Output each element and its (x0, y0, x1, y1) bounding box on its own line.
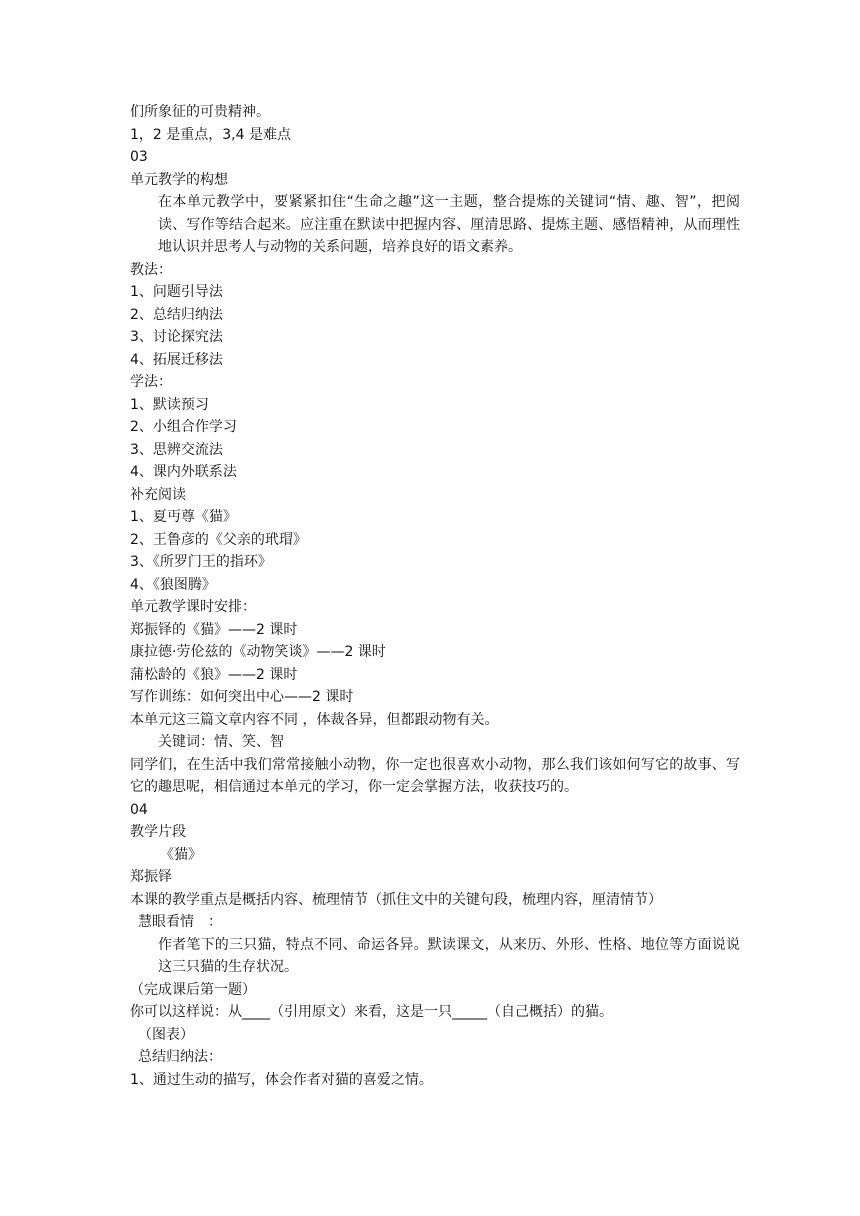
document-page (130, 101, 740, 1091)
list-heading: 教法： (130, 261, 172, 278)
list-item: 1、夏丏尊《猫》 (130, 509, 237, 525)
list-heading: 学法： (130, 374, 172, 390)
list-item: 4、拓展迁移法 (130, 351, 223, 368)
list-item: 4、课内外联系法 (130, 464, 237, 480)
text-line: 们所象征的可贵精神。 (130, 104, 270, 120)
list-item: 3、《所罗门王的指环》 (130, 554, 272, 570)
list-item: 1、默读预习 (130, 396, 209, 413)
list-heading: 单元教学课时安排： (130, 599, 256, 615)
list-item: 1、问题引导法 (130, 284, 223, 300)
paragraph: 作者笔下的三只猫，特点不同、命运各异。默读课文，从来历、外形、性格、地位等方面说说这三只猫的生存状况。 (158, 936, 740, 975)
schedule-item: 写作训练：如何突出中心——2 课时 (130, 689, 354, 705)
list-heading: 补充阅读 (130, 486, 186, 503)
subheading: 慧眼看情 ： (138, 914, 222, 930)
author-line: 郑振铎 (130, 869, 172, 885)
keywords-line: 关键词：情、笑、智 (158, 734, 284, 750)
list-item: 3、思辨交流法 (130, 441, 223, 458)
text-line: 1，2 是重点，3,4 是难点 (130, 126, 291, 143)
section-number: 03 (130, 149, 148, 165)
list-item: 2、王鲁彦的《父亲的玳瑁》 (130, 531, 307, 548)
list-item: 4、《狼图腾》 (130, 576, 216, 593)
schedule-item: 康拉德·劳伦兹的《动物笑谈》——2 课时 (130, 644, 386, 660)
text-line: （完成课后第一题） (130, 981, 256, 998)
list-item: 1、通过生动的描写，体会作者对猫的喜爱之情。 (130, 1071, 433, 1088)
paragraph: 在本单元教学中，要紧紧扣住“生命之趣”这一主题，整合提炼的关键词“情、趣、智”，把阅读、写作等结合起来。应注重在默读中把握内容、厘清思路、提炼主题、感悟精神，从而理性地认识并思考人与动物的关系问题，培养良好的语文素养。 (158, 194, 740, 255)
paragraph: 同学们，在生活中我们常常接触小动物，你一定也很喜欢小动物，那么我们该如何写它的故事、写它的趣思呢，相信通过本单元的学习，你一定会掌握方法，收获技巧的。 (130, 756, 740, 795)
schedule-item: 郑振铎的《猫》——2 课时 (130, 621, 298, 638)
list-item: 2、小组合作学习 (130, 419, 237, 435)
section-heading: 教学片段 (130, 824, 186, 840)
subheading: 总结归纳法： (138, 1049, 222, 1065)
section-heading: 单元教学的构想 (130, 171, 228, 188)
list-item: 2、总结归纳法 (130, 306, 223, 323)
text-line: （图表） (138, 1026, 194, 1043)
text-line: 你可以这样说：从____（引用原文）来看，这是一只_____（自己概括）的猫。 (130, 1004, 613, 1020)
list-item: 3、讨论探究法 (130, 329, 223, 345)
text-line: 本单元这三篇文章内容不同 ，体裁各异，但都跟动物有关。 (130, 711, 499, 728)
text-line: 本课的教学重点是概括内容、梳理情节（抓住文中的关键句段，梳理内容，厘清情节） (130, 891, 662, 908)
schedule-item: 蒲松龄的《狼》——2 课时 (130, 666, 298, 683)
section-number: 04 (130, 801, 148, 818)
title-line: 《猫》 (160, 846, 202, 863)
